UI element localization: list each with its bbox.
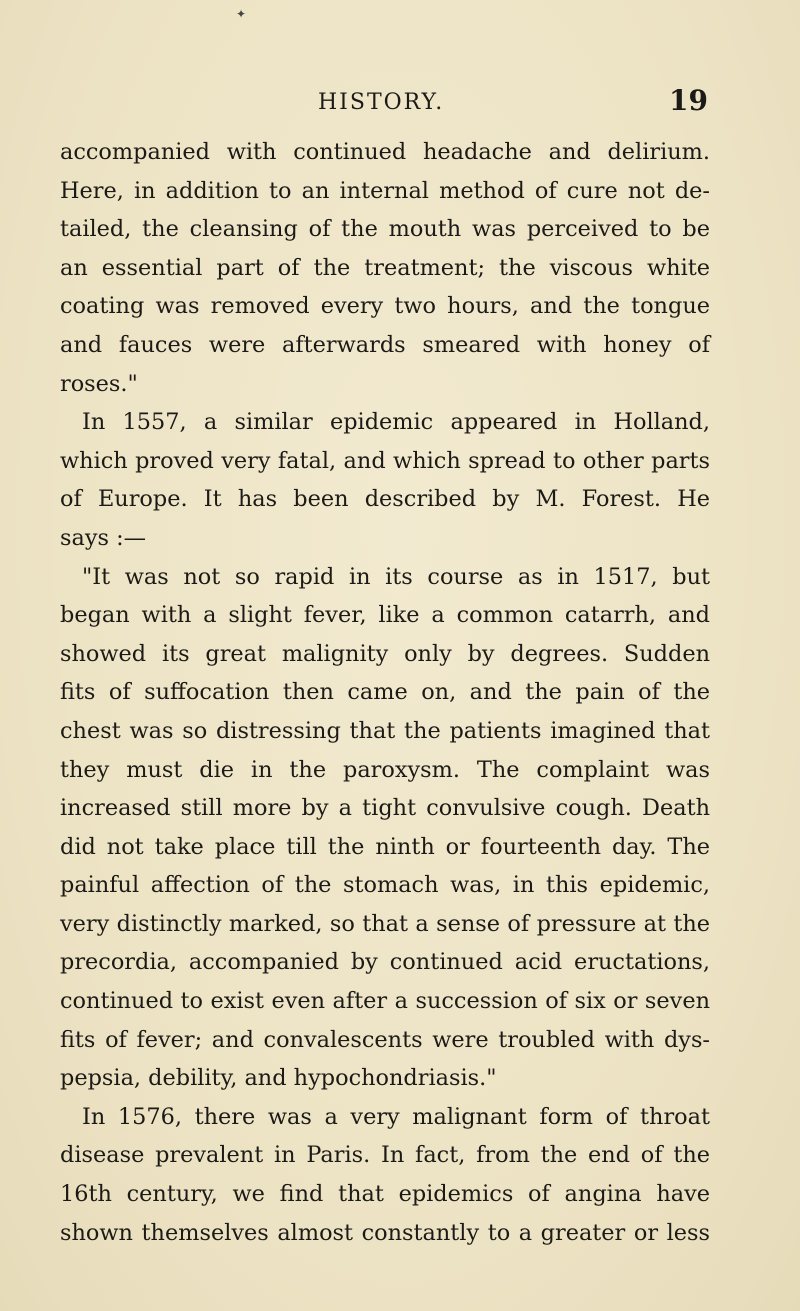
text-line: In 1557, a similar epidemic appeared in Holland, bbox=[82, 409, 710, 436]
page-mark: ✦ bbox=[236, 7, 247, 21]
running-head bbox=[60, 80, 708, 120]
text-line: fits of suffocation then came on, and the pain of the bbox=[60, 679, 710, 706]
text-line: disease prevalent in Paris. In fact, from the end of the bbox=[60, 1142, 710, 1169]
page-number: 19 bbox=[669, 84, 708, 117]
text-line: of Europe. It has been described by M. Forest. He bbox=[60, 486, 710, 513]
text-line: painful affection of the stomach was, in this epidemic, bbox=[60, 872, 710, 899]
text-line: 16th century, we find that epidemics of angina have bbox=[60, 1181, 710, 1208]
text-line: they must die in the paroxysm. The complaint was bbox=[60, 756, 710, 783]
text-line: says :— bbox=[60, 524, 147, 551]
text-line: continued to exist even after a succession of six or seven bbox=[60, 988, 710, 1015]
text-line: accompanied with continued headache and delirium. bbox=[60, 139, 710, 165]
text-line: very distinctly marked, so that a sense of pressure at the bbox=[60, 910, 710, 937]
text-line: did not take place till the ninth or fourteenth day. The bbox=[60, 833, 710, 860]
text-line: In 1576, there was a very malignant form of throat bbox=[82, 1103, 710, 1130]
text-line: showed its great malignity only by degrees. Sudden bbox=[60, 640, 710, 667]
text-line: Here, in addition to an internal method of cure not de- bbox=[60, 177, 710, 204]
text-line: chest was so distressing that the patients imagined that bbox=[60, 717, 710, 744]
text-line: which proved very fatal, and which spread to other parts bbox=[60, 447, 710, 474]
body-text bbox=[60, 133, 710, 1252]
text-line: fits of fever; and convalescents were troubled with dys- bbox=[60, 1026, 710, 1053]
text-line: and fauces were afterwards smeared with honey of bbox=[60, 331, 710, 358]
text-line: began with a slight fever, like a common catarrh, and bbox=[60, 602, 710, 629]
text-line: precordia, accompanied by continued acid eructations, bbox=[60, 949, 710, 976]
text-line: pepsia, debility, and hypochondriasis." bbox=[60, 1065, 497, 1092]
text-line: coating was removed every two hours, and the tongue bbox=[60, 293, 710, 320]
running-head-title: HISTORY. bbox=[318, 90, 445, 115]
text-line: tailed, the cleansing of the mouth was perceived to be bbox=[60, 216, 710, 243]
text-line: "It was not so rapid in its course as in 1517, but bbox=[82, 563, 710, 590]
text-line: roses." bbox=[60, 370, 138, 397]
text-line: shown themselves almost constantly to a greater or less bbox=[60, 1219, 710, 1246]
text-line: increased still more by a tight convulsive cough. Death bbox=[60, 795, 710, 822]
text-line: an essential part of the treatment; the viscous white bbox=[60, 254, 710, 281]
